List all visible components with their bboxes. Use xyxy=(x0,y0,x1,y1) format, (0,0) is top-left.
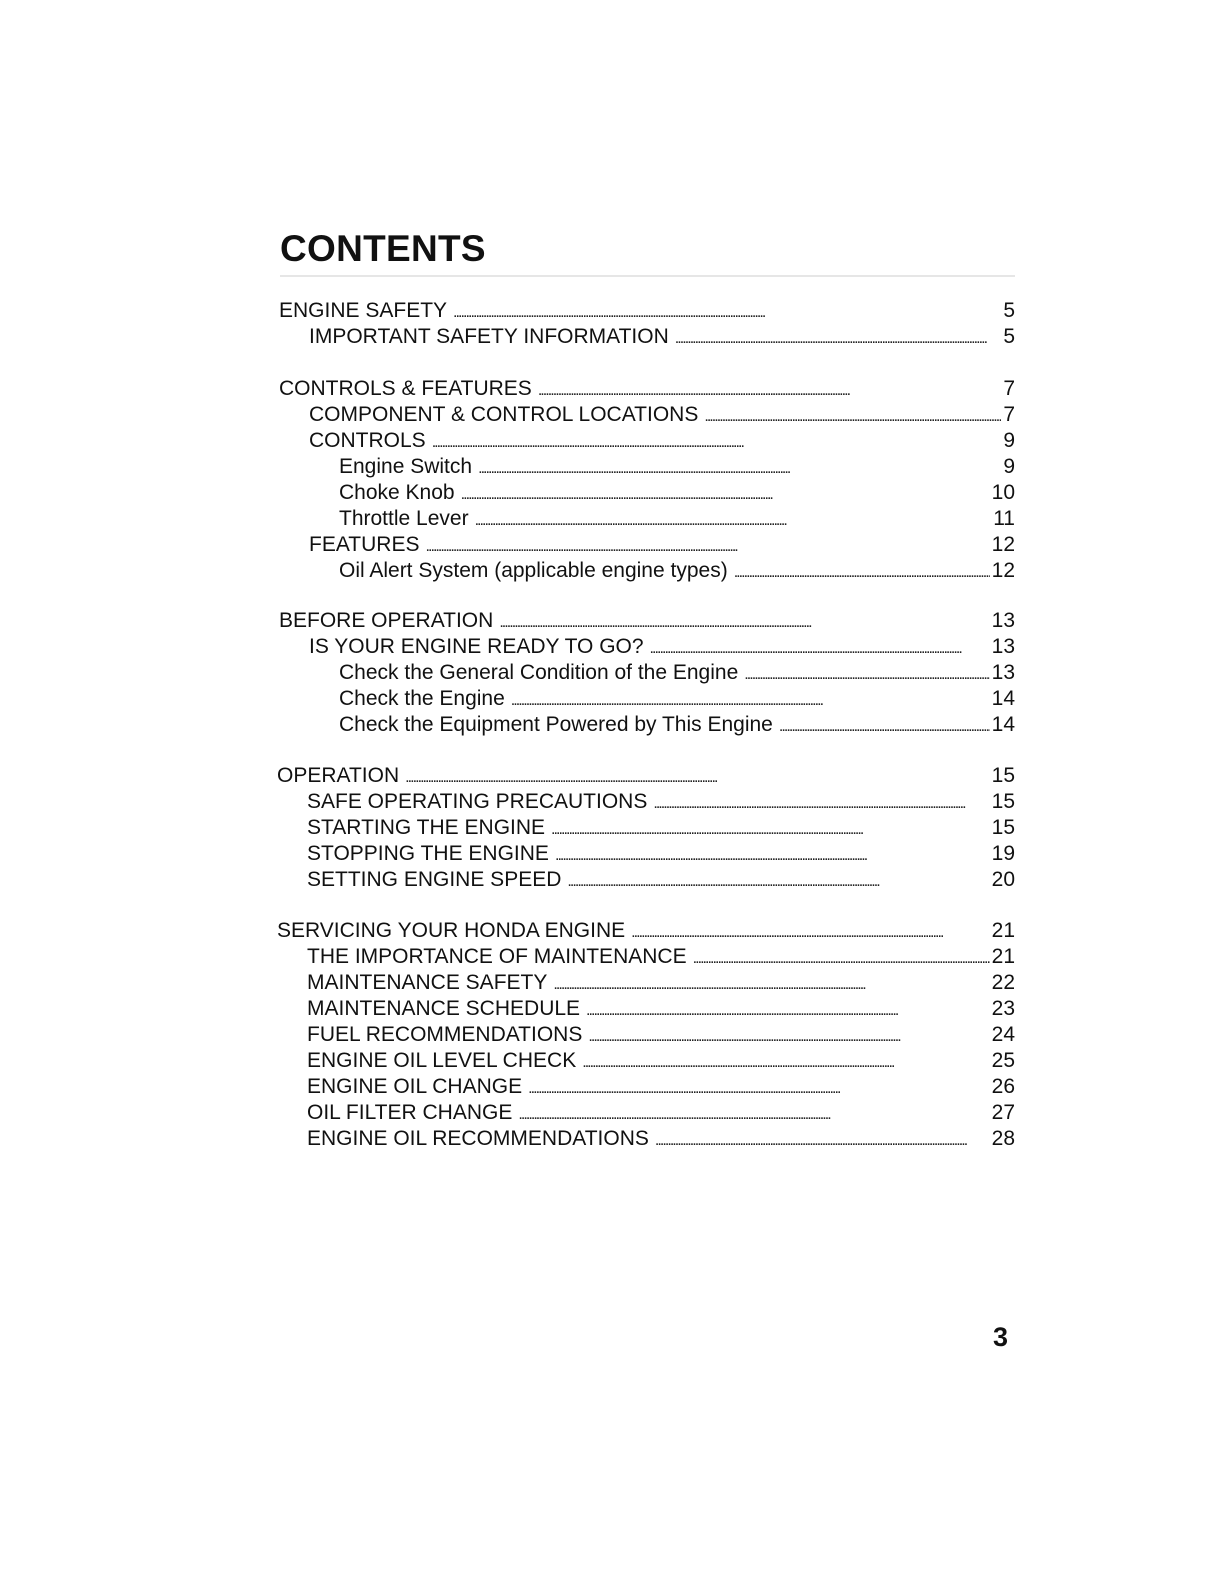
toc-entry xyxy=(277,763,1015,789)
dot-leader xyxy=(567,869,989,895)
toc-entry-label: FUEL RECOMMENDATIONS xyxy=(307,1023,583,1046)
toc-entry xyxy=(339,712,1015,738)
dot-leader xyxy=(553,972,989,998)
toc-entry xyxy=(339,686,1015,712)
toc-entry xyxy=(277,918,1015,944)
toc-entry-label: ENGINE OIL LEVEL CHECK xyxy=(307,1049,577,1072)
dot-leader xyxy=(582,1050,989,1076)
toc-entry-label: OPERATION xyxy=(277,764,400,787)
dot-leader xyxy=(405,765,990,791)
toc-entry-page: 21 xyxy=(991,945,1015,968)
dot-leader xyxy=(425,534,989,560)
toc-entry xyxy=(339,480,1015,506)
toc-entry-page: 9 xyxy=(1003,455,1015,478)
toc-entry-page: 7 xyxy=(1003,377,1015,400)
toc-entry xyxy=(307,1100,1015,1126)
toc-entry-page: 11 xyxy=(993,507,1015,530)
dot-leader xyxy=(655,1128,990,1154)
toc-entry xyxy=(309,324,1015,350)
toc-entry xyxy=(307,996,1015,1022)
toc-entry xyxy=(307,944,1015,970)
toc-entry-label: BEFORE OPERATION xyxy=(279,609,494,632)
toc-entry-page: 14 xyxy=(991,713,1015,736)
dot-leader xyxy=(478,456,1001,482)
toc-entry-label: STOPPING THE ENGINE xyxy=(307,842,549,865)
toc-entry xyxy=(339,660,1015,686)
toc-entry-label: Engine Switch xyxy=(339,455,473,478)
toc-entry-label: THE IMPORTANCE OF MAINTENANCE xyxy=(307,945,687,968)
dot-leader xyxy=(511,688,990,714)
toc-entry-label: OIL FILTER CHANGE xyxy=(307,1101,513,1124)
toc-entry-label: SETTING ENGINE SPEED xyxy=(307,868,562,891)
toc-entry-page: 7 xyxy=(1003,403,1015,426)
toc-entry xyxy=(307,841,1015,867)
toc-entry xyxy=(307,867,1015,893)
dot-leader xyxy=(779,714,990,740)
toc-entry-label: COMPONENT & CONTROL LOCATIONS xyxy=(309,403,699,426)
toc-entry-label: IS YOUR ENGINE READY TO GO? xyxy=(309,635,644,658)
toc-entry-page: 24 xyxy=(991,1023,1015,1046)
toc-entry-page: 27 xyxy=(991,1101,1015,1124)
toc-entry-page: 20 xyxy=(991,868,1015,891)
toc-entry-page: 5 xyxy=(1003,299,1015,322)
dot-leader xyxy=(432,430,1002,456)
dot-leader xyxy=(538,378,1002,404)
toc-entry xyxy=(307,1022,1015,1048)
toc-entry-label: IMPORTANT SAFETY INFORMATION xyxy=(309,325,669,348)
dot-leader xyxy=(461,482,990,508)
dot-leader xyxy=(693,946,990,972)
page-title: CONTENTS xyxy=(280,228,486,269)
dot-leader xyxy=(704,404,1001,430)
toc-entry-page: 9 xyxy=(1003,429,1015,452)
toc-entry xyxy=(339,558,1015,584)
toc-entry xyxy=(309,428,1015,454)
toc-entry-page: 26 xyxy=(991,1075,1015,1098)
dot-leader xyxy=(555,843,990,869)
toc-entry-label: Choke Knob xyxy=(339,481,455,504)
toc-entry-page: 5 xyxy=(1003,325,1015,348)
toc-entry xyxy=(309,532,1015,558)
toc-entry-label: Throttle Lever xyxy=(339,507,469,530)
toc-entry xyxy=(307,815,1015,841)
toc-entry xyxy=(307,1126,1015,1152)
toc-entry xyxy=(307,970,1015,996)
toc-entry-page: 15 xyxy=(991,816,1015,839)
dot-leader xyxy=(586,998,990,1024)
toc-entry-page: 25 xyxy=(991,1049,1015,1072)
toc-entry-page: 15 xyxy=(991,764,1015,787)
toc-entry-label: SERVICING YOUR HONDA ENGINE xyxy=(277,919,626,942)
dot-leader xyxy=(588,1024,989,1050)
toc-entry-label: SAFE OPERATING PRECAUTIONS xyxy=(307,790,648,813)
toc-entry xyxy=(339,506,1015,532)
toc-entry xyxy=(307,1048,1015,1074)
toc-entry-label: CONTROLS xyxy=(309,429,426,452)
toc-entry-label: FEATURES xyxy=(309,533,420,556)
toc-entry xyxy=(279,298,1015,324)
toc-entry-page: 23 xyxy=(991,997,1015,1020)
toc-entry-page: 15 xyxy=(991,790,1015,813)
toc-entry xyxy=(307,1074,1015,1100)
page-number: 3 xyxy=(993,1322,1009,1352)
toc-entry-page: 21 xyxy=(991,919,1015,942)
dot-leader xyxy=(475,508,992,534)
toc-entry-label: ENGINE OIL RECOMMENDATIONS xyxy=(307,1127,649,1150)
toc-entry-page: 28 xyxy=(991,1127,1015,1150)
toc-entry-page: 14 xyxy=(991,687,1015,710)
dot-leader xyxy=(675,326,1002,352)
dot-leader xyxy=(518,1102,989,1128)
dot-leader xyxy=(631,920,990,946)
toc-entry-label: ENGINE SAFETY xyxy=(279,299,448,322)
toc-entry-label: CONTROLS & FEATURES xyxy=(279,377,532,400)
title-divider xyxy=(280,275,1015,277)
toc-entry-label: Check the General Condition of the Engine xyxy=(339,661,739,684)
toc-entry-label: Oil Alert System (applicable engine types) xyxy=(339,559,728,582)
toc-entry-label: MAINTENANCE SCHEDULE xyxy=(307,997,581,1020)
toc-entry xyxy=(339,454,1015,480)
toc-entry-label: Check the Equipment Powered by This Engine xyxy=(339,713,773,736)
toc-entry-page: 13 xyxy=(991,609,1015,632)
toc-entry-label: ENGINE OIL CHANGE xyxy=(307,1075,523,1098)
dot-leader xyxy=(653,791,989,817)
dot-leader xyxy=(528,1076,990,1102)
toc-entry xyxy=(307,789,1015,815)
toc-entry-label: STARTING THE ENGINE xyxy=(307,816,546,839)
toc-entry xyxy=(279,376,1015,402)
toc-entry xyxy=(309,634,1015,660)
dot-leader xyxy=(499,610,989,636)
dot-leader xyxy=(734,560,990,586)
toc-entry-page: 22 xyxy=(991,971,1015,994)
toc-entry xyxy=(309,402,1015,428)
toc-entry-page: 13 xyxy=(991,635,1015,658)
toc-entry-page: 10 xyxy=(991,481,1015,504)
toc-entry-page: 12 xyxy=(991,533,1015,556)
toc-entry-page: 13 xyxy=(991,661,1015,684)
dot-leader xyxy=(650,636,990,662)
toc-entry xyxy=(279,608,1015,634)
toc-entry-label: Check the Engine xyxy=(339,687,505,710)
dot-leader xyxy=(551,817,990,843)
toc-entry-label: MAINTENANCE SAFETY xyxy=(307,971,548,994)
dot-leader xyxy=(453,300,1001,326)
toc-entry-page: 12 xyxy=(991,559,1015,582)
toc-entry-page: 19 xyxy=(991,842,1015,865)
dot-leader xyxy=(744,662,989,688)
